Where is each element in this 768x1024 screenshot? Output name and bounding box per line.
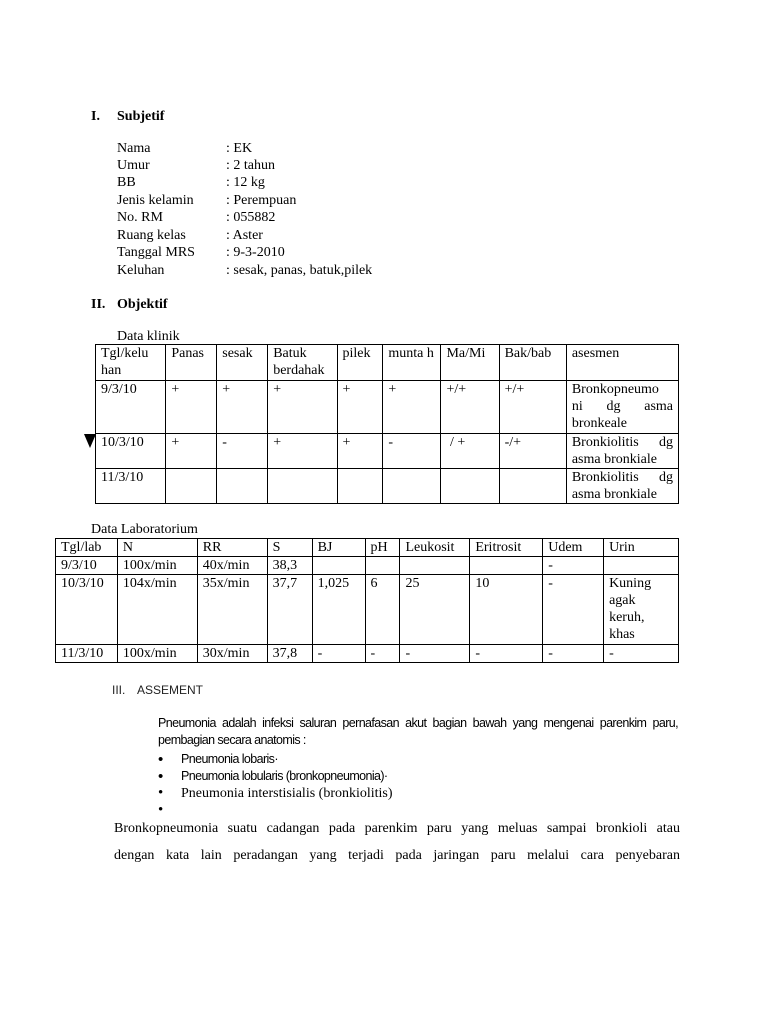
table-row bbox=[56, 645, 679, 663]
clinical-header-row bbox=[96, 345, 679, 381]
lab-header-row bbox=[56, 539, 679, 557]
lab-header-cell: Udem bbox=[543, 539, 604, 557]
table-row bbox=[56, 575, 679, 645]
section-2-title: Objektif bbox=[117, 297, 168, 312]
list-item: • Pneumonia lobaris· bbox=[158, 751, 393, 768]
assessment-intro: Pneumonia adalah infeksi saluran pernafasan akut bagian bawah yang mengenai parenkim paru, pembagian secara anatomis : bbox=[158, 716, 678, 747]
table-cell: + bbox=[268, 381, 337, 434]
clinical-header-cell: Batuk berdahak bbox=[268, 345, 337, 381]
table-cell-asesmen: Bronkiolitis dg asma bronkiale bbox=[566, 434, 678, 469]
field-label-nama: Nama bbox=[117, 141, 151, 156]
table-cell: 1,025 bbox=[312, 575, 365, 645]
table-cell bbox=[400, 557, 470, 575]
clinical-header-cell: Tgl/kelu han bbox=[96, 345, 166, 381]
table-cell: 40x/min bbox=[197, 557, 267, 575]
table-cell: 9/3/10 bbox=[56, 557, 118, 575]
table-cell bbox=[166, 469, 217, 504]
table-cell: 37,7 bbox=[267, 575, 312, 645]
lab-header-cell: Tgl/lab bbox=[56, 539, 118, 557]
table-cell: - bbox=[604, 645, 679, 663]
lab-header-cell: Eritrosit bbox=[470, 539, 543, 557]
clinical-header-cell: sesak bbox=[217, 345, 268, 381]
field-label-tanggal-mrs: Tanggal MRS bbox=[117, 245, 195, 260]
field-value-no-rm: : 055882 bbox=[226, 210, 276, 225]
lab-table-caption: Data Laboratorium bbox=[91, 522, 198, 537]
paragraph-line-2: dengan kata lain peradangan yang terjadi pada jaringan paru melalui cara penyebaran bbox=[114, 848, 680, 863]
table-cell: 11/3/10 bbox=[96, 469, 166, 504]
lab-header-cell: S bbox=[267, 539, 312, 557]
lab-header-cell: Urin bbox=[604, 539, 679, 557]
table-cell: 100x/min bbox=[117, 557, 197, 575]
field-label-bb: BB bbox=[117, 175, 136, 190]
field-value-tanggal-mrs: : 9-3-2010 bbox=[226, 245, 285, 260]
section-3-title: ASSEMENT bbox=[137, 683, 204, 697]
table-cell-asesmen: Bronkiolitis dg asma bronkiale bbox=[566, 469, 678, 504]
field-value-nama: : EK bbox=[226, 141, 253, 156]
field-value-jenis-kelamin: : Perempuan bbox=[226, 193, 297, 208]
lab-header-cell: N bbox=[117, 539, 197, 557]
table-cell: +/+ bbox=[499, 381, 566, 434]
table-cell: 10 bbox=[470, 575, 543, 645]
section-2-number: II. bbox=[91, 297, 106, 312]
table-cell: + bbox=[337, 381, 383, 434]
clinical-header-cell: Bak/bab bbox=[499, 345, 566, 381]
field-value-ruang-kelas: : Aster bbox=[226, 228, 263, 243]
section-1-title: Subjetif bbox=[117, 109, 165, 124]
table-cell: -/+ bbox=[499, 434, 566, 469]
list-item: • Pneumonia interstisialis (bronkiolitis) bbox=[158, 785, 393, 802]
table-cell: - bbox=[383, 434, 441, 469]
paragraph-line-1: Bronkopneumonia suatu cadangan pada parenkim paru yang meluas sampai bronkioli atau bbox=[114, 821, 680, 836]
table-cell bbox=[383, 469, 441, 504]
table-cell: 10/3/10 bbox=[56, 575, 118, 645]
table-cell: 25 bbox=[400, 575, 470, 645]
table-cell: 11/3/10 bbox=[56, 645, 118, 663]
table-cell bbox=[470, 557, 543, 575]
table-cell bbox=[337, 469, 383, 504]
list-item: • Pneumonia lobularis (bronkopneumonia)· bbox=[158, 768, 393, 785]
clinical-header-cell: Panas bbox=[166, 345, 217, 381]
field-value-umur: : 2 tahun bbox=[226, 158, 275, 173]
table-cell bbox=[268, 469, 337, 504]
lab-table bbox=[55, 538, 679, 663]
table-cell-urin: Kuning agak keruh, khas bbox=[604, 575, 679, 645]
table-cell: 37,8 bbox=[267, 645, 312, 663]
table-cell bbox=[217, 469, 268, 504]
table-cell: + bbox=[337, 434, 383, 469]
table-cell: 38,3 bbox=[267, 557, 312, 575]
table-cell: 100x/min bbox=[117, 645, 197, 663]
table-cell: 30x/min bbox=[197, 645, 267, 663]
table-cell bbox=[312, 557, 365, 575]
table-cell bbox=[499, 469, 566, 504]
table-cell: - bbox=[543, 575, 604, 645]
table-cell: 104x/min bbox=[117, 575, 197, 645]
table-row bbox=[96, 381, 679, 434]
table-cell: - bbox=[470, 645, 543, 663]
section-3-number: III. bbox=[112, 683, 126, 697]
table-cell: 6 bbox=[365, 575, 400, 645]
table-cell bbox=[604, 557, 679, 575]
clinical-header-cell: asesmen bbox=[566, 345, 678, 381]
field-label-no-rm: No. RM bbox=[117, 210, 163, 225]
table-cell: - bbox=[543, 645, 604, 663]
table-cell: - bbox=[217, 434, 268, 469]
field-value-keluhan: : sesak, panas, batuk,pilek bbox=[226, 263, 373, 278]
field-label-ruang-kelas: Ruang kelas bbox=[117, 228, 186, 243]
lab-header-cell: pH bbox=[365, 539, 400, 557]
table-cell: / + bbox=[441, 434, 499, 469]
lab-header-cell: Leukosit bbox=[400, 539, 470, 557]
clinical-header-cell: Ma/Mi bbox=[441, 345, 499, 381]
clinical-table-caption: Data klinik bbox=[117, 329, 180, 344]
table-row bbox=[96, 469, 679, 504]
lab-header-cell: RR bbox=[197, 539, 267, 557]
table-cell: + bbox=[166, 434, 217, 469]
section-1-number: I. bbox=[91, 109, 100, 124]
table-cell: - bbox=[365, 645, 400, 663]
table-cell: - bbox=[543, 557, 604, 575]
table-cell: 35x/min bbox=[197, 575, 267, 645]
list-item bbox=[158, 802, 393, 819]
table-cell: - bbox=[312, 645, 365, 663]
table-cell: + bbox=[217, 381, 268, 434]
assessment-bullets bbox=[158, 751, 393, 819]
table-row bbox=[56, 557, 679, 575]
table-cell: - bbox=[400, 645, 470, 663]
table-cell: + bbox=[166, 381, 217, 434]
clinical-header-cell: pilek bbox=[337, 345, 383, 381]
table-cell: + bbox=[383, 381, 441, 434]
table-row bbox=[96, 434, 679, 469]
field-label-jenis-kelamin: Jenis kelamin bbox=[117, 193, 194, 208]
field-value-bb: : 12 kg bbox=[226, 175, 265, 190]
lab-header-cell: BJ bbox=[312, 539, 365, 557]
table-cell bbox=[441, 469, 499, 504]
field-label-umur: Umur bbox=[117, 158, 150, 173]
field-label-keluhan: Keluhan bbox=[117, 263, 165, 278]
table-cell bbox=[365, 557, 400, 575]
clinical-table bbox=[95, 344, 679, 504]
table-cell: 9/3/10 bbox=[96, 381, 166, 434]
table-cell-asesmen: Bronkopneumo ni dg asma bronkeale bbox=[566, 381, 678, 434]
table-cell: 10/3/10 bbox=[96, 434, 166, 469]
table-cell: + bbox=[268, 434, 337, 469]
clinical-header-cell: munta h bbox=[383, 345, 441, 381]
table-cell: +/+ bbox=[441, 381, 499, 434]
